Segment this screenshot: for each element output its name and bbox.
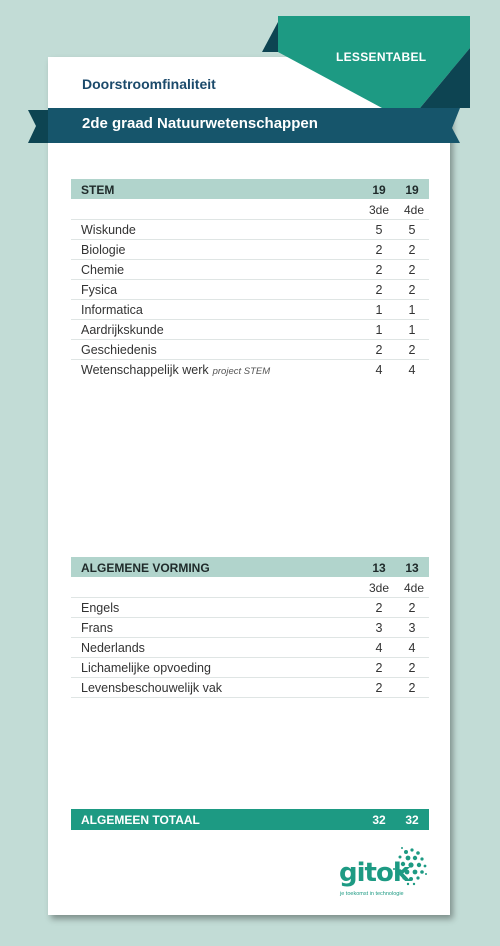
section-name: STEM [81,183,115,197]
year-3-label: 3de [368,203,390,217]
hours-3: 2 [375,263,383,277]
subject-name: Frans [81,621,113,635]
subject-name: Lichamelijke opvoeding [81,661,211,675]
grand-total-label: ALGEMEEN TOTAAL [81,813,200,827]
hours-3: 3 [375,621,383,635]
section-header [71,179,429,199]
subject-name: Fysica [81,283,118,297]
hours-4: 4 [408,641,416,655]
hours-3: 1 [375,303,383,317]
hours-4: 2 [408,243,416,257]
hours-3: 4 [375,641,383,655]
subject-name: Informatica [81,303,143,317]
subject-name: Wetenschappelijk werk [81,363,209,377]
hours-3: 2 [375,343,383,357]
table-row [71,280,429,300]
year-header-row [71,199,429,219]
grade-label: 2de graad Natuurwetenschappen [82,115,318,132]
grand-total-bar [71,809,429,830]
table-row [71,320,429,340]
hours-3: 2 [375,661,383,675]
subject-list [71,219,429,380]
subject-name: Levensbeschouwelijk vak [81,681,223,695]
year-header-row [71,577,429,597]
table-row [71,618,429,638]
hours-3: 5 [375,223,383,237]
table-row [71,638,429,658]
section-total-3: 19 [372,183,386,197]
hours-4: 4 [408,363,416,377]
subject-name: Engels [81,601,120,615]
subject-name: Aardrijkskunde [81,323,164,337]
hours-4: 2 [408,661,416,675]
subject-list [71,597,429,698]
hours-4: 2 [408,283,416,297]
subject-name: Chemie [81,263,125,277]
hours-3: 2 [375,283,383,297]
hours-4: 2 [408,601,416,615]
subject-name: Wiskunde [81,223,136,237]
subject-name: Geschiedenis [81,343,157,357]
hours-3: 2 [375,681,383,695]
hours-4: 2 [408,681,416,695]
section-header [71,557,429,577]
table-row [71,598,429,618]
hours-3: 1 [375,323,383,337]
section-stem [71,179,429,380]
section-total-4: 19 [405,183,419,197]
table-row [71,340,429,360]
year-3-label: 3de [368,581,390,595]
page-title: Doorstroomfinaliteit [82,76,216,92]
hours-3: 2 [375,243,383,257]
section-total-3: 13 [372,561,386,575]
subject-note: project STEM [212,366,271,377]
badge-label: LESSENTABEL [336,50,427,64]
hours-3: 4 [375,363,383,377]
gitok-logo [336,844,431,904]
table-row [71,360,429,380]
table-row [71,658,429,678]
logo-wordmark: gitok [339,858,410,888]
section-total-4: 13 [405,561,419,575]
year-4-label: 4de [403,581,425,595]
grand-total-4: 32 [405,813,419,827]
logo-tagline: je toekomst in technologie [340,891,404,897]
section-algemene-vorming [71,557,429,698]
hours-4: 3 [408,621,416,635]
table-row [71,300,429,320]
section-name: ALGEMENE VORMING [81,561,210,575]
table-row [71,240,429,260]
hours-4: 2 [408,343,416,357]
table-row [71,678,429,698]
table-row [71,260,429,280]
hours-4: 2 [408,263,416,277]
hours-4: 1 [408,323,416,337]
hours-4: 5 [408,223,416,237]
grand-total-3: 32 [372,813,386,827]
table-row [71,220,429,240]
subject-name: Biologie [81,243,126,257]
year-4-label: 4de [403,203,425,217]
subject-name: Nederlands [81,641,145,655]
hours-4: 1 [408,303,416,317]
hours-3: 2 [375,601,383,615]
